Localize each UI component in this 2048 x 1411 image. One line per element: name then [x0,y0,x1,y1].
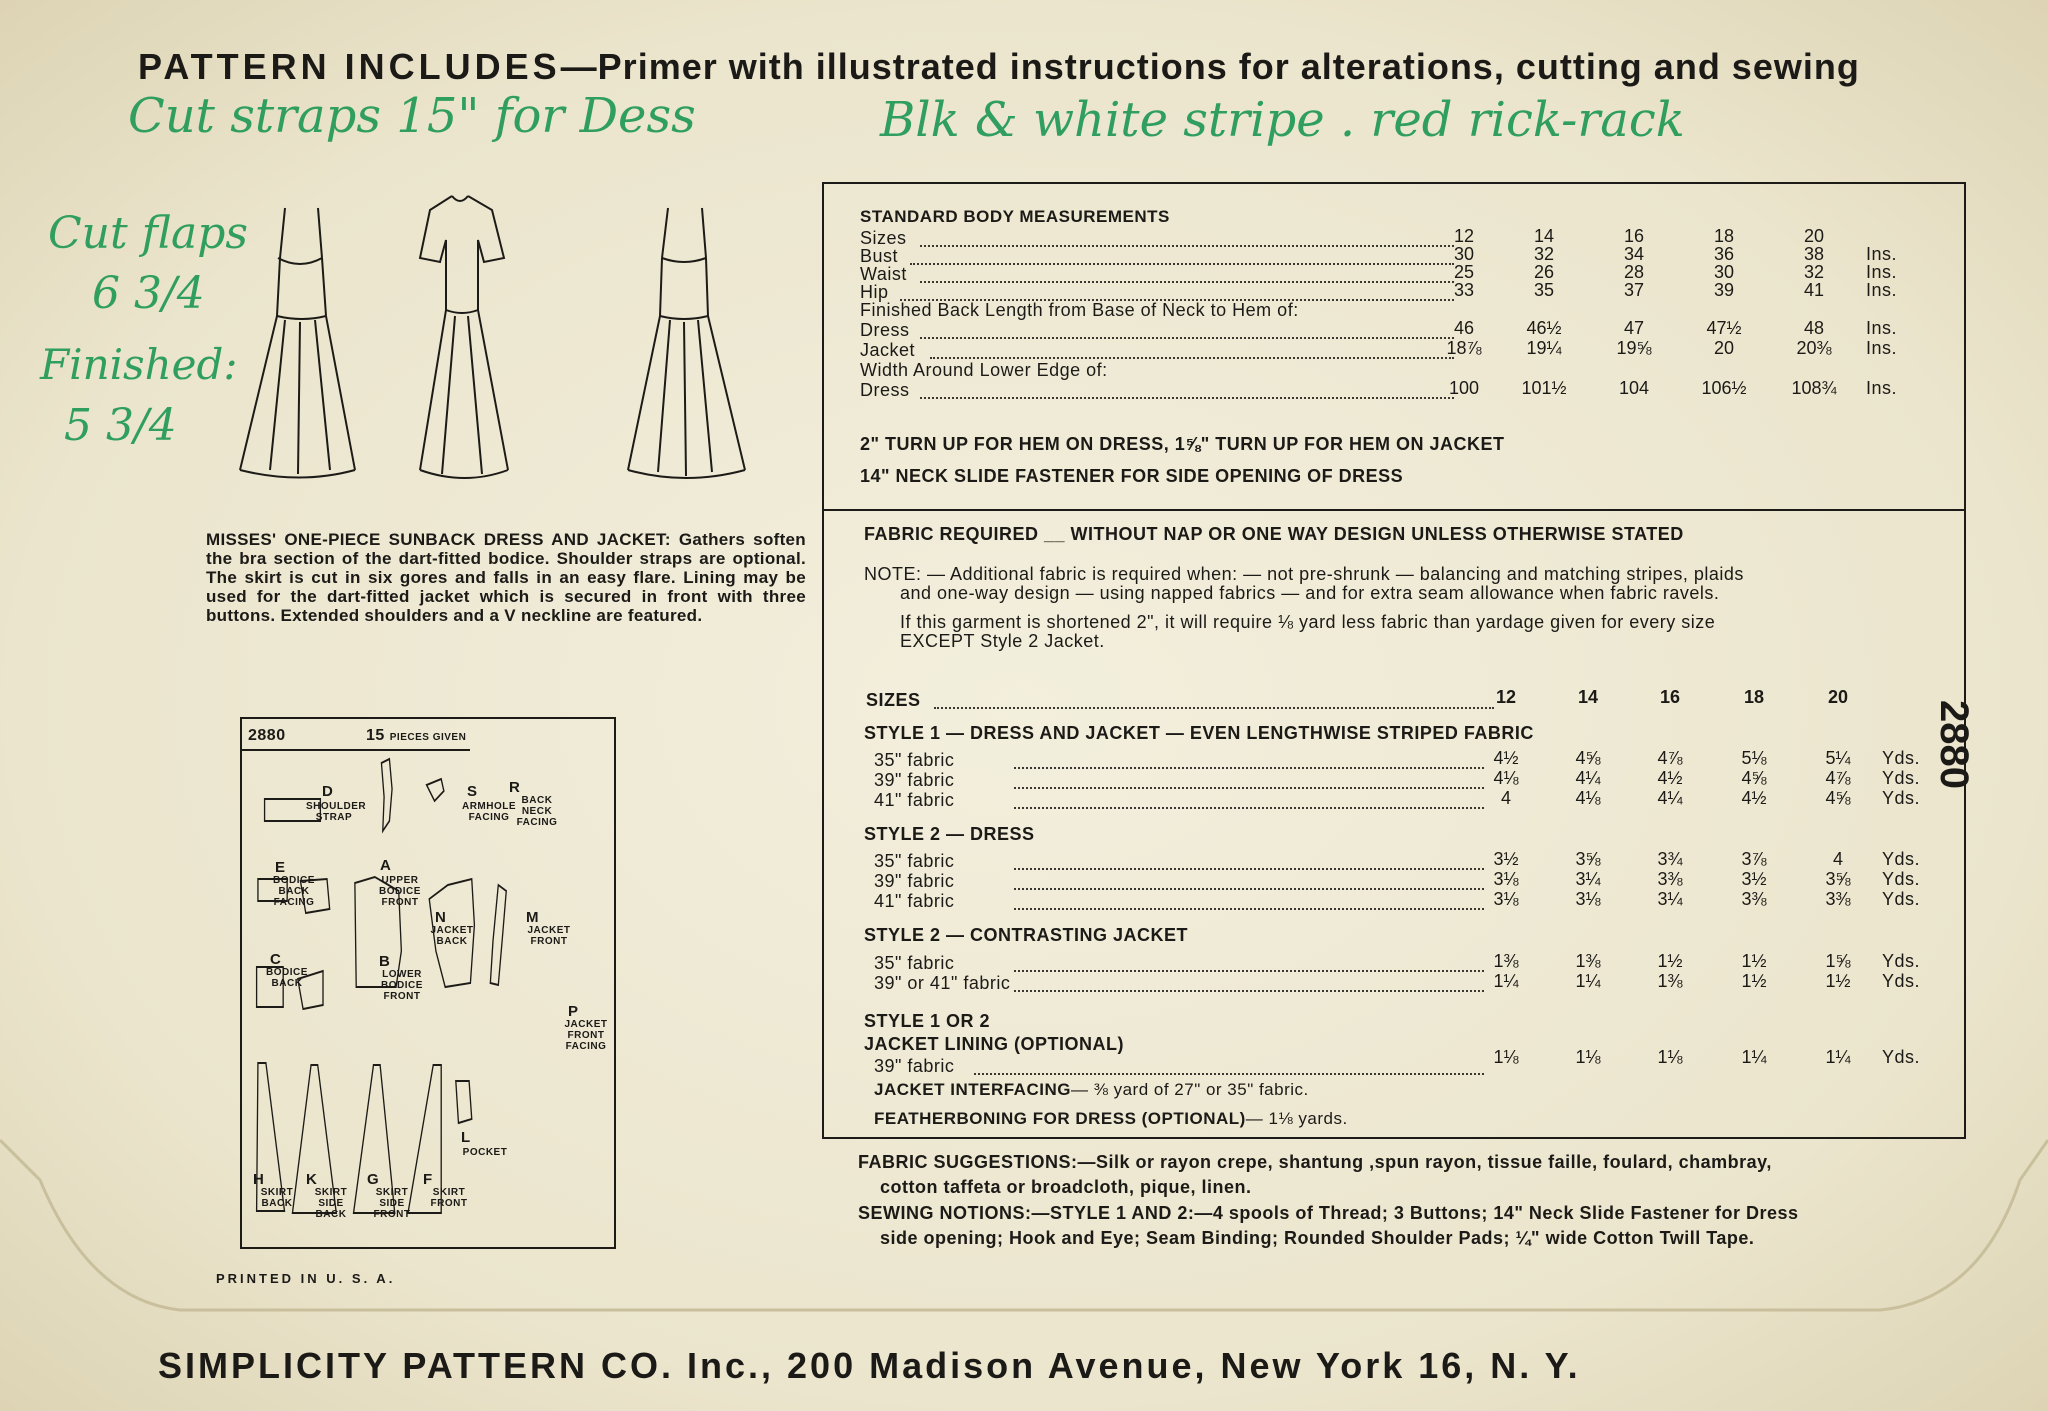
measurement-row-label: Dress [860,320,910,340]
measurement-value: 36 [1713,244,1735,264]
measurement-value: 32 [1803,262,1825,282]
pattern-piece-letter: R [509,779,520,796]
pattern-piece-letter: P [568,1003,579,1020]
fabric-yardage-value: 5⅛ [1741,748,1767,768]
measurement-unit: Ins. [1866,318,1898,338]
fabric-size-header: 20 [1827,687,1849,707]
lining-yardage-value: 1⅛ [1657,1047,1683,1067]
pattern-piece-label: BACK NECK FACING [516,795,558,828]
fabric-yardage-value: 1½ [1741,951,1767,971]
fabric-yardage-value: 4⅞ [1657,748,1683,768]
lining-unit: Yds. [1882,1047,1921,1067]
measurement-value: 20 [1713,338,1735,358]
lining-title-2: JACKET LINING (OPTIONAL) [864,1034,1124,1054]
pattern-piece-label: SKIRT SIDE BACK [314,1187,348,1220]
pattern-piece-letter: G [367,1171,379,1188]
fabric-yardage-value: 3⅝ [1575,849,1601,869]
fabric-yardage-value: 5¼ [1825,748,1851,768]
measurement-unit: Ins. [1866,378,1898,398]
measurement-value: 14 [1533,226,1555,246]
pattern-piece-letter: K [306,1171,317,1188]
fabric-unit: Yds. [1882,849,1921,869]
fabric-yardage-value: 1⅝ [1825,951,1851,971]
pattern-piece-letter: N [435,909,446,926]
measurement-unit: Ins. [1866,244,1898,264]
sewing-notions-line2: side opening; Hook and Eye; Seam Binding; Rounded Shoulder Pads; ¼" wide Cotton Twill Tape. [880,1228,1755,1248]
fabric-style-title: STYLE 2 — CONTRASTING JACKET [864,925,1189,945]
pattern-piece-letter: E [275,859,286,876]
fabric-yardage-value: 4 [1500,788,1511,808]
measurement-value: 101½ [1521,378,1567,398]
fabric-row-label: 41" fabric [874,790,955,810]
pattern-piece-label: SKIRT SIDE FRONT [373,1187,411,1220]
fabric-note-1: NOTE: — Additional fabric is required when: — not pre-shrunk — balancing and matching stripes, plaids [864,564,1744,584]
lining-yardage-value: 1⅛ [1575,1047,1601,1067]
measurement-row-label: Jacket [860,340,916,360]
fabric-yardage-value: 4⅞ [1825,768,1851,788]
pattern-piece-letter: L [461,1129,471,1146]
pattern-piece-letter: H [253,1171,264,1188]
fabric-suggestions-text: —Silk or rayon crepe, shantung ,spun rayon, tissue faille, foulard, chambray, [1077,1152,1772,1172]
lining-yardage-value: 1⅛ [1493,1047,1519,1067]
fabric-size-header: 12 [1495,687,1517,707]
pattern-piece-letter: A [380,857,391,874]
fabric-row-label: 35" fabric [874,953,955,973]
fabric-title-b: WITHOUT NAP OR ONE WAY DESIGN UNLESS OTHERWISE STATED [1070,524,1684,544]
pattern-piece-letter: F [423,1171,433,1188]
measurement-row-label: Finished Back Length from Base of Neck to Hem of: [860,300,1299,320]
pattern-piece-letter: D [322,783,333,800]
handwriting-line3: 6 3/4 [92,268,205,319]
fabric-unit: Yds. [1882,788,1921,808]
fabric-row-label: 41" fabric [874,891,955,911]
pattern-piece-letter: B [379,953,390,970]
pattern-piece-label: LOWER BODICE FRONT [381,969,423,1002]
pieces-count-value: 15 [366,727,385,744]
fabric-yardage-value: 1½ [1825,971,1851,991]
pattern-piece-letter: C [270,951,281,968]
measurement-value: 30 [1713,262,1735,282]
fabric-yardage-value: 1⅜ [1657,971,1683,991]
lining-row-label: 39" fabric [874,1056,955,1076]
header-dash: — [560,46,598,87]
fabric-unit: Yds. [1882,889,1921,909]
pattern-piece-letter: M [526,909,539,926]
fabric-note-2: and one-way design — using napped fabrics — and for extra seam allowance when fabric ravels. [900,583,1720,603]
measurement-value: 32 [1533,244,1555,264]
fabric-yardage-value: 3⅞ [1741,849,1767,869]
pattern-number-vertical: 2880 [1932,700,1976,789]
measurement-row-label: Hip [860,282,889,302]
measurement-value: 19⅝ [1616,338,1652,358]
fabric-unit: Yds. [1882,768,1921,788]
fabric-unit: Yds. [1882,971,1921,991]
measurement-value: 30 [1453,244,1475,264]
measurement-value: 100 [1448,378,1480,398]
fabric-size-header: 18 [1743,687,1765,707]
fabric-size-header: 14 [1577,687,1599,707]
pattern-piece-label: JACKET BACK [430,925,474,947]
lining-yardage-value: 1¼ [1741,1047,1767,1067]
fabric-yardage-value: 1¼ [1575,971,1601,991]
lining-yardage-value: 1¼ [1825,1047,1851,1067]
measurement-value: 16 [1623,226,1645,246]
measurement-row-label: Dress [860,380,910,400]
fabric-yardage-value: 3⅛ [1575,889,1601,909]
measurement-value: 20 [1803,226,1825,246]
fabric-row-label: 35" fabric [874,750,955,770]
pieces-count-label: PIECES GIVEN [389,732,467,743]
publisher-footer: SIMPLICITY PATTERN CO. Inc., 200 Madison Avenue, New York 16, N. Y. [158,1345,1581,1386]
hem-note: 2" TURN UP FOR HEM ON DRESS, 1⅝" TURN UP FOR HEM ON JACKET [860,434,1505,454]
measurement-value: 47½ [1706,318,1742,338]
fabric-yardage-value: 3⅜ [1657,869,1683,889]
measurement-value: 41 [1803,280,1825,300]
pattern-piece-label: SHOULDER STRAP [306,801,367,823]
measurement-value: 48 [1803,318,1825,338]
measurement-value: 34 [1623,244,1645,264]
fabric-yardage-value: 3½ [1741,869,1767,889]
fabric-yardage-value: 3½ [1493,849,1519,869]
measurement-value: 106½ [1701,378,1747,398]
pattern-piece-label: POCKET [462,1147,508,1158]
pattern-piece-letter: S [467,783,478,800]
pattern-piece-label: ARMHOLE FACING [461,801,517,823]
fabric-yardage-value: 4⅛ [1493,768,1519,788]
fabric-yardage-value: 4⅛ [1575,788,1601,808]
pattern-piece-label: SKIRT BACK [260,1187,294,1209]
fabric-yardage-value: 1⅜ [1575,951,1601,971]
fabric-yardage-value: 4⅝ [1825,788,1851,808]
fabric-yardage-value: 1⅜ [1493,951,1519,971]
fastener-note: 14" NECK SLIDE FASTENER FOR SIDE OPENING OF DRESS [860,466,1404,486]
pattern-piece-label: BODICE BACK [266,967,308,989]
pattern-piece-label: UPPER BODICE FRONT [379,875,421,908]
interfacing-label: JACKET INTERFACING [874,1080,1071,1099]
measurement-value: 26 [1533,262,1555,282]
header-lead: PATTERN INCLUDES [138,46,561,87]
pattern-piece-label: BODICE BACK FACING [273,875,315,908]
handwriting-line1a: Cut straps 15" for Dess [128,88,696,144]
measurement-value: 35 [1533,280,1555,300]
fabric-yardage-value: 3⅜ [1825,889,1851,909]
measurement-value: 46 [1453,318,1475,338]
fabric-row-label: 39" fabric [874,871,955,891]
fabric-yardage-value: 4¼ [1575,768,1601,788]
measurement-value: 47 [1623,318,1645,338]
interfacing-detail: — ⅜ yard of 27" or 35" fabric. [1070,1080,1309,1099]
measurement-value: 37 [1623,280,1645,300]
fabric-yardage-value: 4 [1832,849,1843,869]
featherboning-label: FEATHERBONING FOR DRESS (OPTIONAL) [874,1109,1246,1128]
fabric-sizes-label: SIZES [866,690,921,710]
fabric-row-label: 35" fabric [874,851,955,871]
fabric-yardage-value: 4¼ [1657,788,1683,808]
measurement-value: 28 [1623,262,1645,282]
measurements-title: STANDARD BODY MEASUREMENTS [860,207,1170,226]
pattern-piece-label: SKIRT FRONT [430,1187,468,1209]
measurement-unit: Ins. [1866,262,1898,282]
measurement-value: 25 [1453,262,1475,282]
measurement-value: 19¼ [1526,338,1562,358]
measurement-unit: Ins. [1866,280,1898,300]
fabric-suggestions-label: FABRIC SUGGESTIONS: [858,1152,1078,1172]
fabric-yardage-value: 4½ [1657,768,1683,788]
fabric-row-label: 39" fabric [874,770,955,790]
fabric-yardage-value: 4⅝ [1575,748,1601,768]
measurement-unit: Ins. [1866,338,1898,358]
pattern-piece-label: JACKET FRONT [527,925,571,947]
sewing-notions-label: SEWING NOTIONS: [858,1203,1032,1223]
lining-title-1: STYLE 1 OR 2 [864,1011,991,1031]
fabric-unit: Yds. [1882,951,1921,971]
header-rest: Primer with illustrated instructions for alterations, cutting and sewing [597,46,1860,87]
fabric-unit: Yds. [1882,869,1921,889]
handwriting-line2: Cut flaps [48,208,248,259]
handwriting-line4: Finished: [40,340,238,389]
measurement-row-label: Waist [860,264,907,284]
fabric-yardage-value: 3¼ [1575,869,1601,889]
measurement-value: 46½ [1526,318,1562,338]
fabric-yardage-value: 4⅝ [1741,768,1767,788]
measurement-value: 20⅜ [1796,338,1832,358]
measurement-row-label: Width Around Lower Edge of: [860,360,1108,380]
fabric-yardage-value: 3¾ [1657,849,1683,869]
featherboning-detail: — 1⅛ yards. [1245,1109,1348,1128]
fabric-title-dash: __ [1038,524,1071,544]
fabric-yardage-value: 1¼ [1493,971,1519,991]
fabric-style-title: STYLE 2 — DRESS [864,824,1035,844]
fabric-note-3: If this garment is shortened 2", it will require ⅛ yard less fabric than yardage given for every size [900,612,1716,632]
measurement-value: 104 [1618,378,1650,398]
measurement-value: 18 [1713,226,1735,246]
printed-in-usa: PRINTED IN U. S. A. [216,1271,396,1286]
measurement-value: 12 [1453,226,1475,246]
fabric-yardage-value: 4½ [1493,748,1519,768]
fabric-row-label: 39" or 41" fabric [874,973,1011,993]
measurement-value: 39 [1713,280,1735,300]
fabric-unit: Yds. [1882,748,1921,768]
fabric-style-title: STYLE 1 — DRESS AND JACKET — EVEN LENGTHWISE STRIPED FABRIC [864,723,1534,743]
measurement-value: 108¾ [1791,378,1837,398]
sewing-notions-text: —STYLE 1 AND 2:—4 spools of Thread; 3 Buttons; 14" Neck Slide Fastener for Dress [1031,1203,1799,1223]
measurement-row-label: Bust [860,246,899,266]
fabric-yardage-value: 3⅝ [1825,869,1851,889]
pieces-number: 2880 [248,727,286,744]
measurement-value: 38 [1803,244,1825,264]
fabric-yardage-value: 3⅛ [1493,889,1519,909]
fabric-title-a: FABRIC REQUIRED [864,524,1039,544]
measurement-value: 18⅞ [1446,338,1482,358]
handwriting-line1b: Blk & white stripe . red rick-rack [880,92,1685,148]
fabric-yardage-value: 4½ [1741,788,1767,808]
fabric-yardage-value: 1½ [1657,951,1683,971]
measurement-value: 33 [1453,280,1475,300]
handwriting-line5: 5 3/4 [64,400,177,451]
fabric-note-4: EXCEPT Style 2 Jacket. [900,631,1105,651]
pattern-piece-label: JACKET FRONT FACING [564,1019,608,1052]
fabric-yardage-value: 1½ [1741,971,1767,991]
fabric-suggestions-line2: cotton taffeta or broadcloth, pique, linen. [880,1177,1252,1197]
fabric-yardage-value: 3⅛ [1493,869,1519,889]
measurement-row-label: Sizes [860,228,907,248]
fabric-size-header: 16 [1659,687,1681,707]
fabric-yardage-value: 3¼ [1657,889,1683,909]
fabric-yardage-value: 3⅜ [1741,889,1767,909]
pattern-description: MISSES' ONE-PIECE SUNBACK DRESS AND JACKET: Gathers soften the bra section of the dart-fitted bodice. Shoulder straps are optional. The skirt is cut in six gores and falls in an easy flare. Lining may be used for the dart-fitted jacket which is secured in front with three buttons. Extended shoulders and a V neckline are featured. [206,530,806,625]
